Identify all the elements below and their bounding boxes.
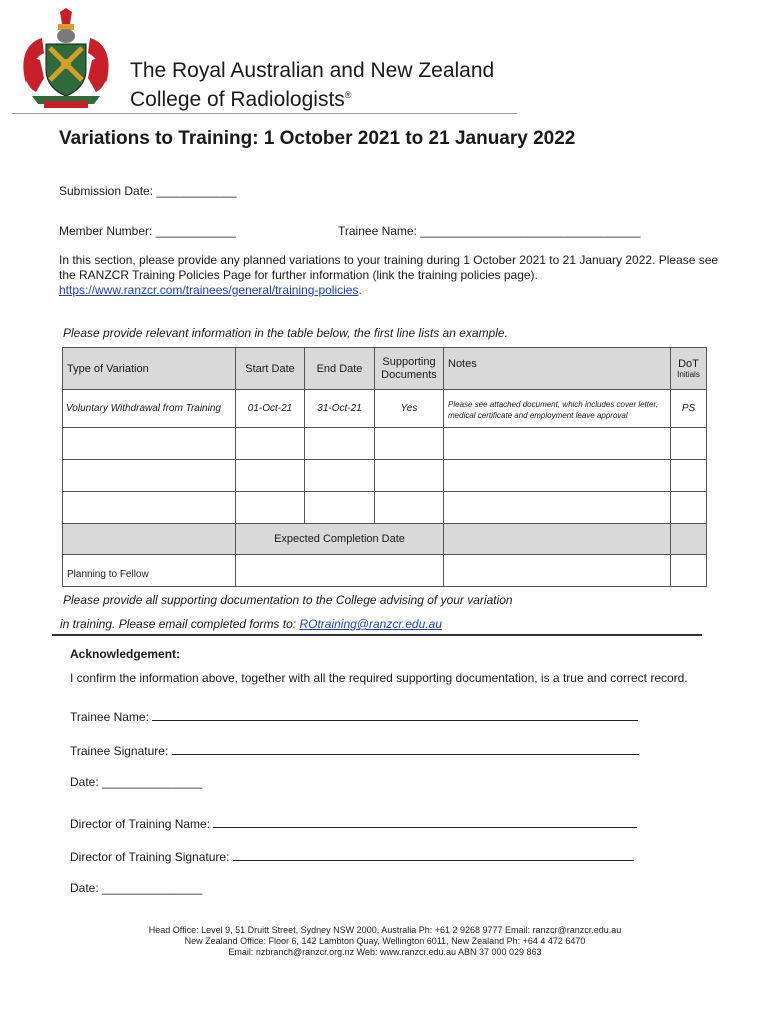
col-header-dot bbox=[671, 348, 707, 390]
email-prefix: in training. Please email completed forms to: bbox=[60, 617, 300, 631]
col-header-docs: Supporting Documents bbox=[375, 348, 444, 390]
col-header-type: Type of Variation bbox=[63, 348, 236, 390]
expected-completion-row bbox=[63, 524, 707, 555]
dot-name-line[interactable] bbox=[213, 815, 637, 828]
example-notes: Please see attached document, which includes cover letter, medical certificate and employment leave approval bbox=[444, 390, 671, 428]
example-dot: PS bbox=[671, 390, 707, 428]
ack-trainee-signature bbox=[70, 742, 639, 758]
dot-label: DoT bbox=[678, 358, 699, 370]
submission-date-field[interactable]: Submission Date: ____________ bbox=[59, 184, 237, 198]
footer bbox=[0, 925, 770, 958]
table-row[interactable] bbox=[63, 460, 707, 492]
table-row[interactable] bbox=[63, 492, 707, 524]
footer-line-1: Head Office: Level 9, 51 Druitt Street, Sydney NSW 2000, Australia Ph: +61 2 9268 9777 Email: ranzcr@ranzcr.edu.au bbox=[148, 925, 622, 935]
dot-signature-label: Director of Training Signature: bbox=[70, 850, 230, 864]
email-instruction bbox=[60, 617, 442, 631]
variations-table bbox=[62, 347, 707, 587]
footer-line-3: Email: nzbranch@ranzcr.org.nz Web: www.ranzcr.edu.au ABN 37 000 029 863 bbox=[228, 947, 542, 957]
dot-initials-label: Initials bbox=[677, 370, 700, 379]
college-name bbox=[130, 58, 494, 112]
planning-row bbox=[63, 555, 707, 587]
example-docs: Yes bbox=[375, 390, 444, 428]
ack-date-2[interactable]: Date: _______________ bbox=[70, 881, 203, 895]
col-header-end: End Date bbox=[305, 348, 375, 390]
table-header-row bbox=[63, 348, 707, 390]
trainee-signature-line[interactable] bbox=[172, 742, 639, 755]
col-header-start: Start Date bbox=[236, 348, 305, 390]
form-title: Variations to Training: 1 October 2021 to 21 January 2022 bbox=[59, 128, 576, 149]
intro-text: In this section, please provide any planned variations to your training during 1 October 2021 to 21 January 2022. Please see the RANZCR Training Policies Page for further information (link the training policies page). bbox=[59, 253, 719, 282]
example-end: 31-Oct-21 bbox=[305, 390, 375, 428]
acknowledgement-heading: Acknowledgement: bbox=[70, 647, 181, 661]
example-start: 01-Oct-21 bbox=[236, 390, 305, 428]
supporting-doc-note: Please provide all supporting documentation to the College advising of your variation bbox=[63, 593, 513, 607]
planning-label: Planning to Fellow bbox=[63, 555, 236, 587]
intro-paragraph bbox=[59, 253, 719, 298]
expected-completion-label: Expected Completion Date bbox=[236, 524, 444, 555]
dot-signature-line[interactable] bbox=[233, 848, 634, 861]
trainee-name-line[interactable] bbox=[152, 708, 638, 721]
table-instructions: Please provide relevant information in the table below, the first line lists an example. bbox=[63, 326, 508, 340]
college-name-line1: The Royal Australian and New Zealand bbox=[130, 59, 495, 82]
intro-link-suffix: . bbox=[358, 283, 362, 297]
section-divider bbox=[52, 634, 702, 636]
training-email-link[interactable]: ROtraining@ranzcr.edu.au bbox=[299, 617, 442, 631]
trainee-signature-label: Trainee Signature: bbox=[70, 744, 169, 758]
example-type: Voluntary Withdrawal from Training bbox=[63, 390, 236, 428]
ack-dot-signature bbox=[70, 848, 634, 864]
college-crest-logo bbox=[14, 8, 118, 110]
table-row[interactable] bbox=[63, 428, 707, 460]
registered-mark: ® bbox=[344, 90, 352, 100]
col-header-notes: Notes bbox=[444, 348, 671, 390]
ack-dot-name bbox=[70, 815, 637, 831]
trainee-name-field[interactable]: Trainee Name: _________________________________ bbox=[338, 224, 641, 238]
acknowledgement-statement: I confirm the information above, together with all the required supporting documentation, is a true and correct record. bbox=[70, 671, 688, 685]
college-name-line2: College of Radiologists bbox=[130, 88, 345, 111]
training-policies-link[interactable]: https://www.ranzcr.com/trainees/general/training-policies bbox=[59, 283, 359, 297]
member-number-field[interactable]: Member Number: ____________ bbox=[59, 224, 236, 238]
example-row bbox=[63, 390, 707, 428]
trainee-name-label: Trainee Name: bbox=[70, 710, 149, 724]
planning-date-cell[interactable] bbox=[236, 555, 444, 587]
dot-name-label: Director of Training Name: bbox=[70, 817, 211, 831]
header-divider bbox=[12, 113, 517, 114]
ack-trainee-name bbox=[70, 708, 638, 724]
footer-line-2: New Zealand Office: Floor 6, 142 Lambton Quay, Wellington 6011, New Zealand Ph: +64 4 472 6470 bbox=[184, 936, 586, 946]
ack-date-1[interactable]: Date: _______________ bbox=[70, 775, 203, 789]
